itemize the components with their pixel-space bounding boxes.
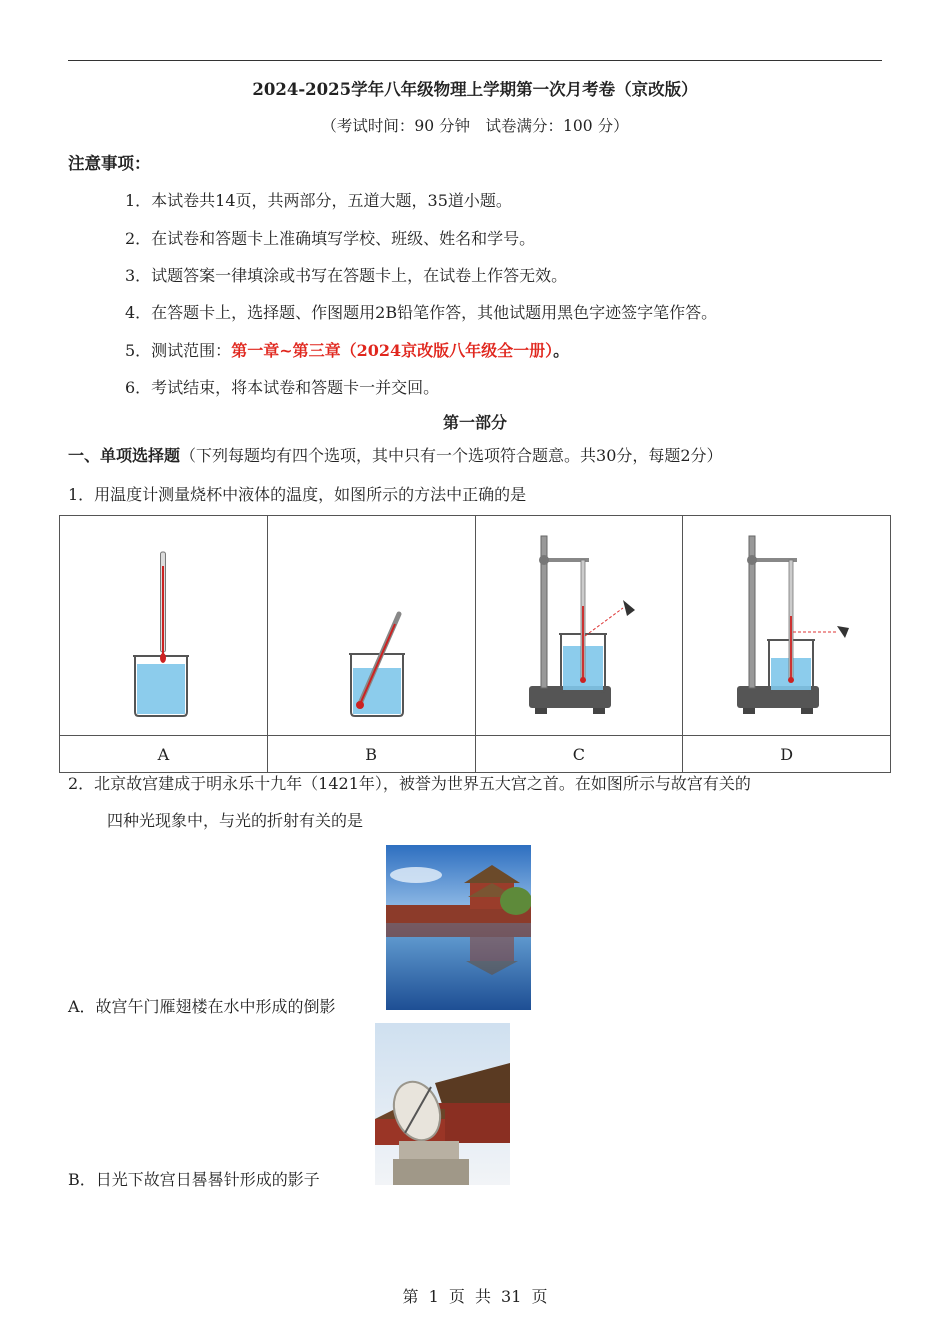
part-title: 第一部分 bbox=[442, 413, 507, 432]
notice-item-4: 4．在答题卡上，选择题、作图题用2B铅笔作答，其他试题用黑色字迹签字笔作答。 bbox=[125, 303, 718, 322]
section-heading bbox=[68, 443, 723, 466]
notice-item-5 bbox=[125, 338, 569, 361]
question-2-option-b: B．日光下故宫日晷晷针形成的影子 bbox=[68, 1170, 320, 1189]
q1-figure-a bbox=[60, 516, 268, 736]
notice-item-5-prefix: 5．测试范围： bbox=[125, 341, 232, 360]
section-desc: （下列每题均有四个选项，其中只有一个选项符合题意。共30分，每题2分） bbox=[180, 446, 723, 465]
q1-figure-c bbox=[475, 516, 683, 736]
notice-item-5-suffix: 。 bbox=[553, 341, 570, 360]
page-footer: 第 1 页 共 31 页 bbox=[402, 1287, 548, 1306]
iron-stand-eye-d-figure bbox=[687, 516, 887, 731]
question-2-option-a: A．故宫午门雁翅楼在水中形成的倒影 bbox=[68, 997, 336, 1016]
q1-option-c: C bbox=[475, 736, 683, 773]
thermometer-beaker-a-figure bbox=[63, 516, 263, 731]
question-1-text: 1．用温度计测量烧杯中液体的温度，如图所示的方法中正确的是 bbox=[68, 485, 527, 504]
question-2-line1: 2．北京故宫建成于明永乐十九年（1421年），被誉为世界五大宫之首。在如图所示与故宫有关的 bbox=[68, 774, 751, 793]
section-title: 一、单项选择题 bbox=[68, 446, 181, 465]
notice-item-1: 1．本试卷共14页，共两部分，五道大题，35道小题。 bbox=[125, 191, 512, 210]
forbidden-city-reflection-photo bbox=[386, 845, 531, 1010]
thermometer-beaker-b-figure bbox=[271, 516, 471, 731]
notice-item-2: 2．在试卷和答题卡上准确填写学校、班级、姓名和学号。 bbox=[125, 229, 536, 248]
iron-stand-eye-c-figure bbox=[479, 516, 679, 731]
q1-figure-d bbox=[683, 516, 891, 736]
exam-title: 2024-2025学年八年级物理上学期第一次月考卷（京改版） bbox=[252, 80, 698, 99]
q1-option-d: D bbox=[683, 736, 891, 773]
notice-heading: 注意事项： bbox=[68, 154, 151, 173]
q1-option-a: A bbox=[60, 736, 268, 773]
test-scope: 第一章~第三章（2024京改版八年级全一册） bbox=[231, 341, 554, 360]
question-2-line2: 四种光现象中，与光的折射有关的是 bbox=[107, 811, 364, 830]
exam-subtitle: （考试时间：90 分钟 试卷满分：100 分） bbox=[321, 117, 629, 135]
notice-item-3: 3．试题答案一律填涂或书写在答题卡上，在试卷上作答无效。 bbox=[125, 266, 568, 285]
header-rule bbox=[68, 60, 882, 61]
q1-option-b: B bbox=[267, 736, 475, 773]
notice-item-6: 6．考试结束，将本试卷和答题卡一并交回。 bbox=[125, 378, 440, 397]
sundial-shadow-photo bbox=[375, 1023, 510, 1185]
q1-figure-b bbox=[267, 516, 475, 736]
q1-options-table bbox=[59, 515, 891, 773]
